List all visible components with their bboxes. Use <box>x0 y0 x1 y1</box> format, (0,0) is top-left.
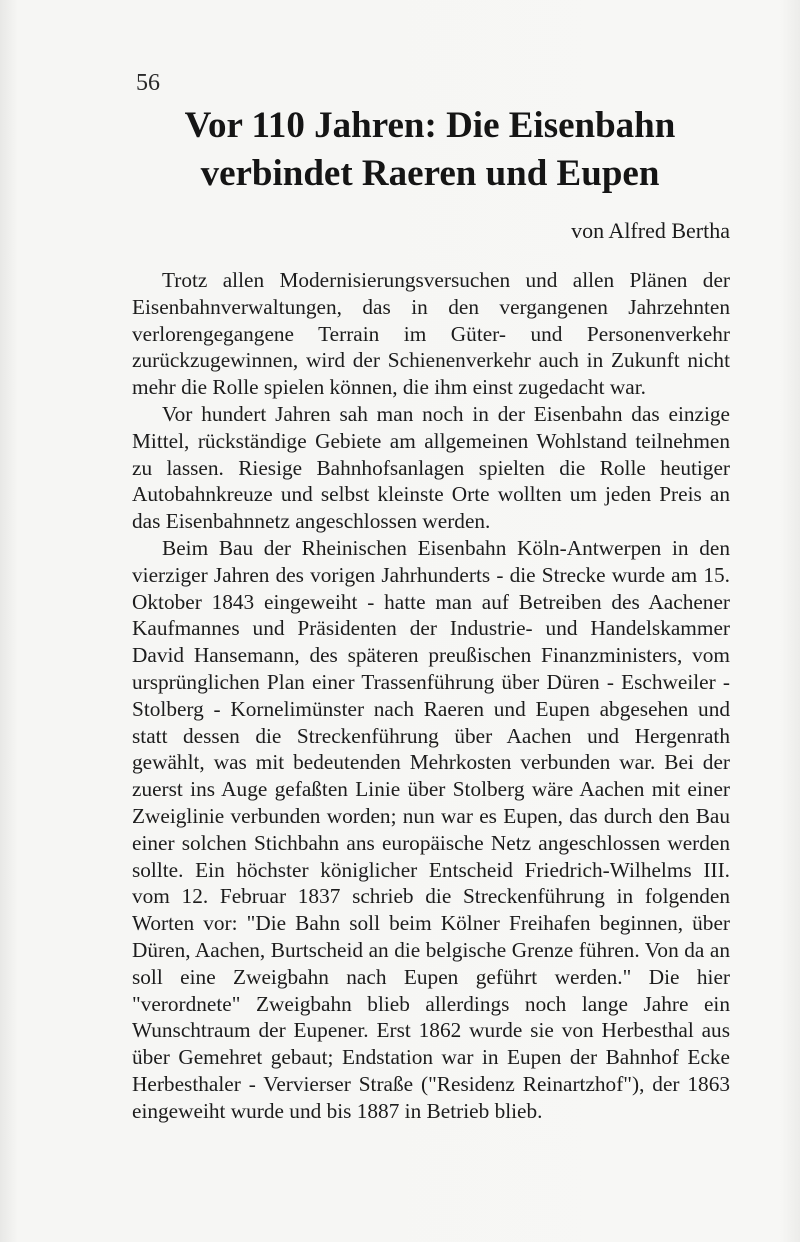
paragraph-1: Trotz allen Modernisierungsversuchen und allen Plänen der Eisenbahnverwaltungen, das in den vergangenen Jahrzehnten verlorengegangene Terrain im Güter- und Personenverkehr zurückzugewinnen, wird der Schienenverkehr auch in Zukunft nicht mehr die Rolle spielen können, die ihm einst zugedacht war. <box>132 268 730 400</box>
paragraph-2: Vor hundert Jahren sah man noch in der Eisenbahn das einzige Mittel, rückständige Gebiete am allgemeinen Wohlstand teilnehmen zu lassen. Riesige Bahnhofsanlagen spielten die Rolle heutiger Autobahnkreuze und selbst kleinste Orte wollten um jeden Preis an das Eisenbahnnetz angeschlossen werden. <box>132 401 730 534</box>
paragraph-3: Beim Bau der Rheinischen Eisenbahn Köln-Antwerpen in den vierziger Jahren des vorigen Jahrhunderts - die Strecke wurde am 15. Oktober 1843 eingeweiht - hatte man auf Betreiben des Aachener Kaufmannes und Präsidenten der Industrie- und Handelskammer David Hansemann, des späteren preußischen Finanzministers, vom ursprünglichen Plan einer Trassenführung über Düren - Eschweiler - Stolberg - Kornelimünster nach Raeren und Eupen abgesehen und statt dessen die Streckenführung über Aachen und Hergenrath gewählt, was mit bedeutenden Mehrkosten verbunden war. Bei der zuerst ins Auge gefaßten Linie über Stolberg wäre Aachen mit einer Zweiglinie verbunden worden; nun war es Eupen, das durch den Bau einer solchen Stichbahn ans europäische Netz angeschlossen werden sollte. Ein höchster königlicher Entscheid Friedrich-Wilhelms III. vom 12. Februar 1837 schrieb die Streckenführung in folgenden Worten vor: "Die Bahn soll beim Kölner Freihafen beginnen, über Düren, Aachen, Burtscheid an die belgische Grenze führen. Von da an soll eine Zweigbahn nach Eupen geführt werden." Die hier "verordnete" Zweigbahn blieb allerdings noch lange Jahre ein Wunschtraum der Eupener. Erst 1862 wurde sie von Herbesthal aus über Gemehret gebaut; Endstation war in Eupen der Bahnhof Ecke Herbesthaler - Vervierser Straße ("Residenz Reinartzhof"), der 1863 eingeweiht wurde und bis 1887 in Betrieb blieb. <box>132 535 730 1123</box>
article-body <box>132 267 730 1125</box>
article-title: Vor 110 Jahren: Die Eisenbahn verbindet Raeren und Eupen <box>184 105 676 194</box>
article-author: von Alfred Bertha <box>571 218 730 243</box>
page-number: 56 <box>136 70 160 96</box>
